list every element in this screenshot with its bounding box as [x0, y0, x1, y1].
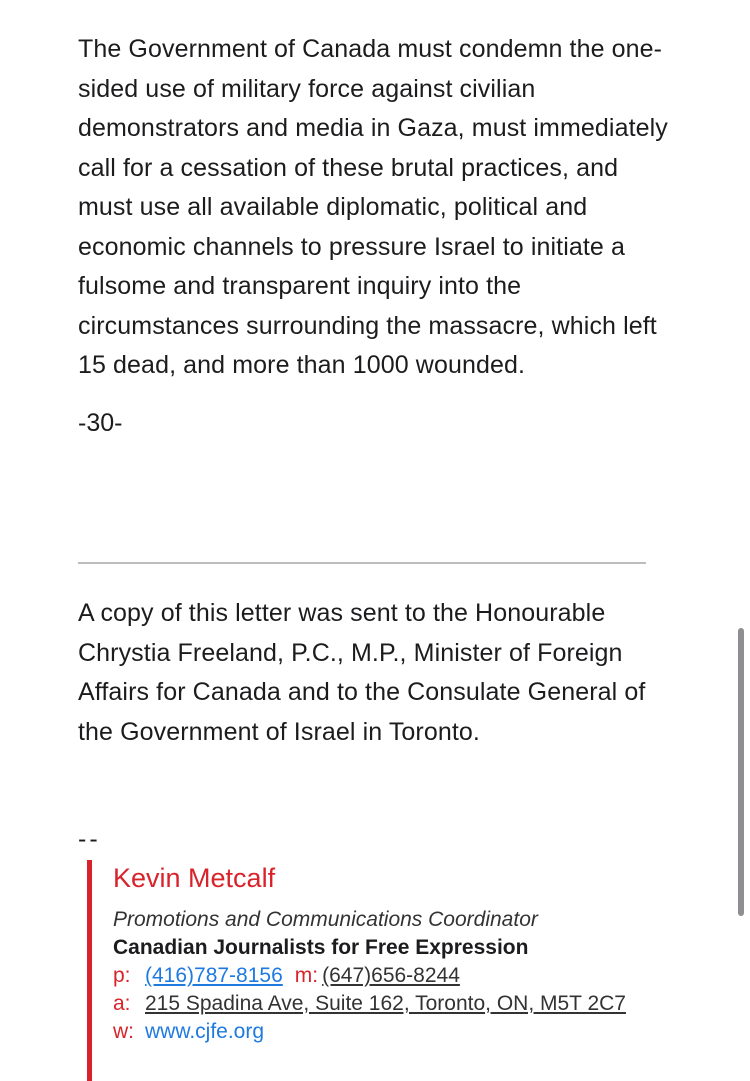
signature-phone-row [113, 962, 653, 990]
web-link[interactable]: www.cjfe.org [145, 1020, 265, 1043]
signature-separator: -- [78, 825, 101, 853]
address-label: a: [113, 992, 131, 1015]
phone-label: p: [113, 964, 131, 987]
cc-note [78, 594, 678, 752]
mobile-number[interactable]: (647)656-8244 [322, 964, 460, 987]
cc-paragraph: A copy of this letter was sent to the Honourable Chrystia Freeland, P.C., M.P., Minister of Foreign Affairs for Canada and to the Consulate General of the Government of Israel in Toronto. [78, 599, 646, 746]
signature-title: Promotions and Communications Coordinator [113, 908, 538, 931]
end-marker: -30- [78, 408, 123, 437]
signature-name: Kevin Metcalf [113, 863, 276, 893]
horizontal-divider [78, 562, 646, 564]
body-paragraph: The Government of Canada must condemn the one-sided use of military force against civilian demonstrators and media in Gaza, must immediately call for a cessation of these brutal practices, and must use all available diplomatic, political and economic channels to pressure Israel to initiate a fulsome and transparent inquiry into the circumstances surrounding the massacre, which left 15 dead, and more than 1000 wounded. [78, 35, 668, 379]
vertical-scrollbar[interactable] [738, 628, 744, 916]
signature-web-row [113, 1018, 653, 1046]
signature-accent-bar [87, 860, 92, 1081]
address-link[interactable]: 215 Spadina Ave, Suite 162, Toronto, ON, M5T 2C7 [145, 992, 626, 1015]
email-signature [113, 860, 653, 1046]
mobile-label: m: [294, 964, 319, 987]
signature-organization: Canadian Journalists for Free Expression [113, 936, 529, 959]
signature-address-row [113, 990, 653, 1018]
phone-link[interactable]: (416)787-8156 [145, 964, 283, 987]
web-label: w: [113, 1020, 134, 1043]
email-body [78, 30, 678, 443]
